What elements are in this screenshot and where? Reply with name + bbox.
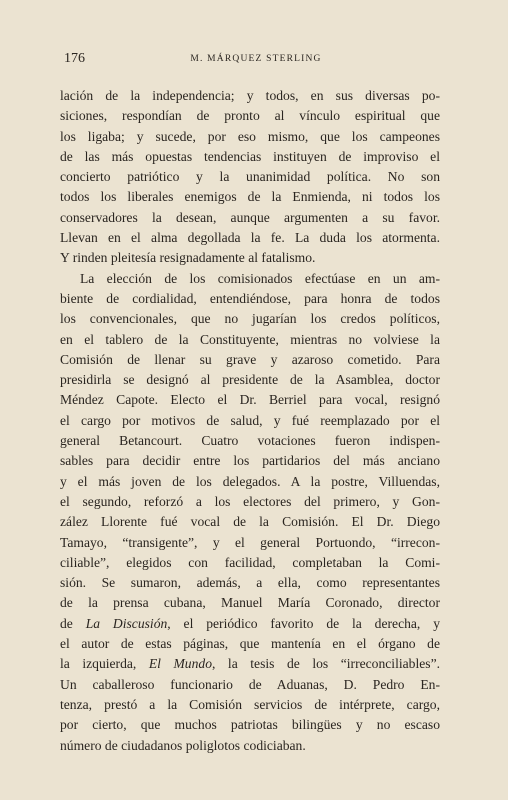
text-line — [60, 614, 440, 634]
text-line: zález Llorente fué vocal de la Comisión. El Dr. Diego — [60, 514, 440, 530]
text-run: , la tesis de los “irreconciliables”. — [212, 656, 440, 672]
body-text — [60, 86, 440, 756]
text-line — [60, 654, 440, 674]
text-line: presidirla se designó al presidente de la Asamblea, doctor — [60, 372, 440, 388]
paragraph-2 — [60, 269, 440, 756]
text-line: de las más opuestas tendencias instituyen de improviso el — [60, 148, 440, 164]
text-line: siciones, respondían de pronto al vínculo espiritual que — [60, 108, 440, 124]
text-line: de la prensa cubana, Manuel María Coronado, director — [60, 595, 440, 611]
text-line: número de ciudadanos poliglotos codiciaban. — [60, 737, 306, 753]
page-number: 176 — [64, 51, 85, 66]
text-line: Y rinden pleitesía resignadamente al fatalismo. — [60, 250, 316, 266]
text-line: ciliable”, elegidos con facilidad, completaban la Comi- — [60, 554, 440, 570]
text-line: biente de cordialidad, entendiéndose, para honra de todos — [60, 290, 440, 306]
text-line: en el tablero de la Constituyente, mientras no volviese la — [60, 331, 440, 347]
text-line: y el más joven de los delegados. A la postre, Villuendas, — [60, 473, 440, 489]
text-line: La elección de los comisionados efectúase en un am- — [80, 270, 440, 286]
text-line: el segundo, reforzó a los electores del primero, y Gon- — [60, 493, 440, 509]
text-run: , el periódico favorito de la derecha, y — [167, 615, 440, 631]
newspaper-title: La Discusión — [85, 615, 168, 631]
text-line: Méndez Capote. Electo el Dr. Berriel para vocal, resignó — [60, 392, 440, 408]
text-line: Comisión de llenar su grave y azaroso cometido. Para — [60, 351, 440, 367]
text-run: la izquierda, — [60, 656, 149, 672]
text-line: conservadores la desean, aunque argumenten a su favor. — [60, 209, 440, 225]
text-line: lación de la independencia; y todos, en sus diversas po- — [60, 88, 440, 103]
newspaper-title: El Mundo — [148, 656, 212, 672]
text-line: los convencionales, que no jugarían los credos políticos, — [60, 311, 440, 327]
text-line: el cargo por motivos de salud, y fué reemplazado por el — [60, 412, 440, 428]
text-line: concierto patriótico y la unanimidad política. No son — [60, 169, 440, 185]
text-line: sión. Se sumaron, además, a ella, como representantes — [60, 575, 440, 591]
text-line: tenza, prestó a la Comisión servicios de intérprete, cargo, — [60, 696, 440, 712]
text-line: por cierto, que muchos patriotas bilingües y no escaso — [60, 717, 440, 733]
text-line: los ligaba; y sucede, por eso mismo, que los campeones — [60, 128, 440, 144]
text-line: Un caballeroso funcionario de Aduanas, D. Pedro En- — [60, 676, 440, 692]
page-header — [64, 51, 448, 71]
text-line: Tamayo, “transigente”, y el general Portuondo, “irrecon- — [60, 534, 440, 550]
running-head: M. MÁRQUEZ STERLING — [190, 54, 322, 64]
text-line: todos los liberales enemigos de la Enmienda, ni todos los — [60, 189, 440, 205]
text-line: sables para decidir entre los partidarios del más anciano — [60, 453, 440, 469]
text-line: general Betancourt. Cuatro votaciones fueron indispen- — [60, 433, 440, 449]
text-line: el autor de estas páginas, que mantenía en el órgano de — [60, 636, 440, 652]
paragraph-1 — [60, 86, 440, 269]
text-run: de — [60, 615, 86, 631]
text-line: Llevan en el alma degollada la fe. La duda los atormenta. — [60, 230, 440, 246]
